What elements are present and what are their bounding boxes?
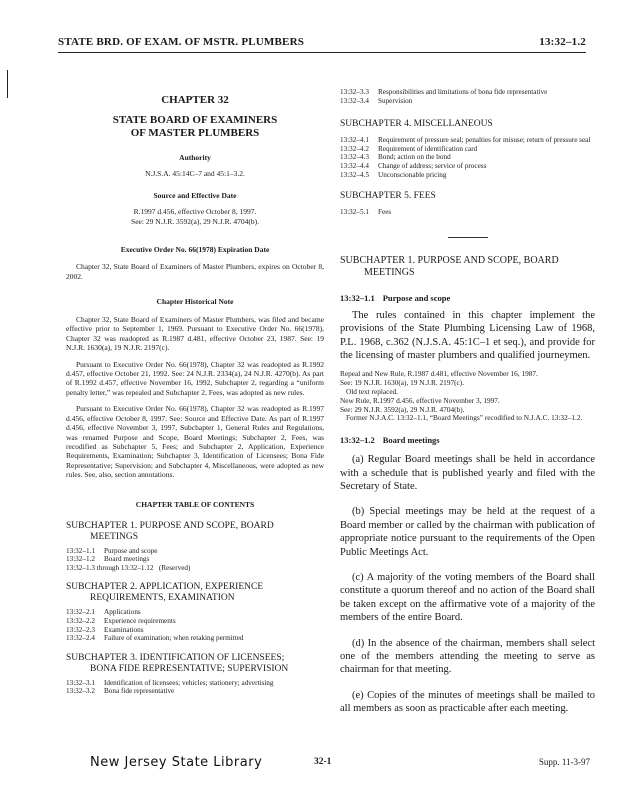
chapter-title-line2: OF MASTER PLUMBERS <box>130 127 260 139</box>
toc-entry-title: Fees <box>378 208 392 217</box>
toc-entry-title: Supervision <box>378 96 413 105</box>
history-note-line: Old text replaced. <box>346 386 399 396</box>
page-number: 32-1 <box>314 757 332 767</box>
toc-subchapter-3 <box>66 653 324 675</box>
history-note-line: Former N.J.A.C. 13:32–1.1, “Board Meetings” recodified to N.J.A.C. 13:32–1.2. <box>346 413 583 423</box>
toc-entry-number: 13:32–1.2 <box>66 555 95 564</box>
toc-entry-number: 13:32–4.3 <box>340 153 369 162</box>
toc-entry <box>340 97 595 106</box>
toc-entry-title: Requirement of pressure seal; penalties for misuse; return of pressure seal <box>378 136 591 145</box>
history-note-line: See: 29 N.J.R. 3592(a), 29 N.J.R. 4704(b). <box>340 404 465 414</box>
toc-subchapter-5: SUBCHAPTER 5. FEES <box>340 191 436 202</box>
section-1-2-c: (c) A majority of the voting members of the Board shall constitute a quorum thereof and no action of the Board shall be taken except on the affirmative vote of a majority of the members of the entire Board. <box>340 572 595 624</box>
toc-entry-title: Bond; action on the bond <box>378 153 451 162</box>
toc-entry <box>66 608 324 617</box>
section-1-2-a: (a) Regular Board meetings shall be held in accordance with a schedule that is published yearly and filed with the Secretary of State. <box>340 454 595 492</box>
toc-entry <box>66 564 324 573</box>
toc-subchapter-2-line2: REQUIREMENTS, EXAMINATION <box>90 593 235 604</box>
toc-entry-number: 13:32–1.3 through 13:32–1.12 <box>66 563 154 572</box>
header-title: STATE BRD. OF EXAM. OF MSTR. PLUMBERS <box>58 36 305 48</box>
section-1-2-heading <box>340 435 595 445</box>
source-line2: See: 29 N.J.R. 3592(a), 29 N.J.R. 4704(b). <box>131 216 259 226</box>
header-rule <box>58 52 586 53</box>
toc-entry-title: Identification of licensees; vehicles; stationery; advertising <box>104 678 274 687</box>
header-section: 13:32–1.2 <box>539 36 586 48</box>
section-title: Board meetings <box>382 435 440 446</box>
toc-entry-number: 13:32–1.1 <box>66 546 95 555</box>
source-line1: R.1997 d.456, effective October 8, 1997. <box>133 207 257 217</box>
chapter-title <box>66 114 324 140</box>
history-note-line: Repeal and New Rule, R.1987 d.481, effective November 16, 1987. <box>340 369 538 379</box>
section-title: Purpose and scope <box>382 292 451 303</box>
toc-entry <box>340 208 595 217</box>
toc-subchapter-1-list <box>66 547 324 573</box>
left-column <box>66 88 324 696</box>
toc-entry-number: 13:32–4.4 <box>340 161 369 170</box>
toc-entry <box>66 679 324 688</box>
expiration-label: Executive Order No. 66(1978) Expiration Date <box>120 245 270 255</box>
history-note-line: See: 19 N.J.R. 1630(a), 19 N.J.R. 2197(c). <box>340 378 465 388</box>
toc-entry <box>66 617 324 626</box>
toc-subchapter-2-list <box>66 608 324 642</box>
toc-entry-title: Examinations <box>104 625 144 634</box>
section-number: 13:32–1.2 <box>340 435 375 446</box>
toc-entry-title: Requirement of identification card <box>378 144 478 153</box>
toc-entry-number: 13:32–2.3 <box>66 625 95 634</box>
page-footer <box>90 757 590 773</box>
toc-subchapter-5-list <box>340 208 595 217</box>
toc-entry <box>340 88 595 97</box>
toc-subchapter-3-continued <box>340 88 595 105</box>
toc-entry <box>340 136 595 145</box>
subchapter-1-heading-line2: MEETINGS <box>364 266 415 278</box>
toc-entry-title: Purpose and scope <box>104 546 158 555</box>
source-label: Source and Effective Date <box>153 191 237 201</box>
running-header <box>58 36 586 48</box>
subchapter-1-heading <box>340 255 595 279</box>
toc-entry-title: Unconscionable pricing <box>378 170 447 179</box>
toc-subchapter-1-line2: MEETINGS <box>90 531 139 542</box>
history-label: Chapter Historical Note <box>156 297 234 307</box>
authority-text: N.J.S.A. 45:14C–7 and 45:1–3.2. <box>145 169 245 178</box>
toc-entry <box>340 162 595 171</box>
toc-entry <box>66 687 324 696</box>
supplement-date: Supp. 11-3-97 <box>538 757 590 767</box>
toc-entry-title: Responsibilities and limitations of bona fide representative <box>378 88 548 96</box>
section-number: 13:32–1.1 <box>340 292 375 303</box>
subchapter-1-heading-line1: SUBCHAPTER 1. PURPOSE AND SCOPE, BOARD <box>340 254 559 266</box>
toc-entry-number: 13:32–4.2 <box>340 144 369 153</box>
toc-entry-title: (Reserved) <box>158 563 191 572</box>
chapter-number: CHAPTER 32 <box>161 94 229 106</box>
toc-subchapter-2 <box>66 582 324 604</box>
section-1-2-d: (d) In the absence of the chairman, members shall select one of the members attending the meeting to serve as chairman for that meeting. <box>340 637 595 676</box>
toc-entry <box>340 145 595 154</box>
toc-entry <box>66 547 324 556</box>
toc-entry-title: Applications <box>104 608 141 617</box>
toc-entry-title: Board meetings <box>104 555 150 564</box>
chapter-title-line1: STATE BOARD OF EXAMINERS <box>112 114 278 126</box>
toc-entry-title: Bona fide representative <box>104 687 175 696</box>
toc-entry <box>66 555 324 564</box>
toc-entry-title: Change of address; service of process <box>378 161 487 170</box>
toc-label: CHAPTER TABLE OF CONTENTS <box>135 499 255 509</box>
toc-entry <box>340 171 595 180</box>
section-1-2-e: (e) Copies of the minutes of meetings shall be mailed to all members as soon as practicable after each meeting. <box>340 689 595 715</box>
toc-subchapter-1 <box>66 521 324 543</box>
history-paragraph-2: Pursuant to Executive Order No. 66(1978), Chapter 32 was readopted as R.1992 d.457, effective October 21, 1992. See: 24 N.J.R. 2334(a), 24 N.J.R. 4270(b). As part of R.1992 d.457, effective November 16, 1992, Subchapter 2, regarding a “uniform penalty letter,” was repealed and Subchapter 2, Fees, was adopted as new rules. <box>66 359 324 397</box>
toc-entry-title: Experience requirements <box>104 616 176 625</box>
toc-entry-number: 13:32–2.2 <box>66 616 95 625</box>
toc-entry <box>340 153 595 162</box>
toc-entry <box>66 634 324 643</box>
toc-subchapter-4-list <box>340 136 595 179</box>
section-1-2-b: (b) Special meetings may be held at the request of a Board member or called by the chairman with publication of appropriate notice pursuant to the requirements of the Open Public Meetings Act. <box>340 506 595 558</box>
toc-entry <box>66 626 324 635</box>
section-1-1-heading <box>340 293 595 303</box>
expiration-text: Chapter 32, State Board of Examiners of Master Plumbers, expires on October 8, 2002. <box>66 262 324 281</box>
toc-entry-number: 13:32–3.3 <box>340 88 369 96</box>
history-paragraph-3: Pursuant to Executive Order No. 66(1978), Chapter 32 was readopted as R.1997 d.456, effective October 8, 1997. See: Source and Effective Date. As part of R.1997 d.456, effective November 3, 1997, Subchapter 1, General Rules and Regulations, was renamed Purpose and Scope, Board Meetings; Subchapter 2, Fees, was recodified as Subchapter 5, Fees; and Subchapter 2, Application, Experience Requirements, Examination; Subchapter 3, Identification of Licensees; Bona Fide Representative; Supervision; and Subchapter 4, Miscellaneous, were adopted as new rules. See, also, section annotations. <box>66 404 324 480</box>
toc-entry-number: 13:32–2.4 <box>66 634 95 643</box>
toc-entry-number: 13:32–4.1 <box>340 136 369 145</box>
toc-subchapter-2-line1: SUBCHAPTER 2. APPLICATION, EXPERIENCE <box>66 582 264 593</box>
toc-subchapter-3-list <box>66 679 324 696</box>
toc-subchapter-3-line1: SUBCHAPTER 3. IDENTIFICATION OF LICENSEES; <box>66 652 285 663</box>
authority-label: Authority <box>179 153 211 162</box>
toc-entry-number: 13:32–5.1 <box>340 208 369 217</box>
section-1-1-history <box>340 370 595 423</box>
history-paragraph-1: Chapter 32, State Board of Examiners of Master Plumbers, was filed and became effective prior to September 1, 1969. Pursuant to Executive Order No. 66(1978), Chapter 32 was readopted as R.1987 d.481, effective October 23, 1987. See: 19 N.J.R. 1630(a), 19 N.J.R. 2197(c). <box>66 315 324 353</box>
toc-entry-number: 13:32–4.5 <box>340 170 369 179</box>
section-divider <box>448 237 488 238</box>
library-watermark: New Jersey State Library <box>90 755 263 770</box>
toc-entry-title: Failure of examination; when retaking permitted <box>104 634 244 643</box>
toc-entry-number: 13:32–2.1 <box>66 608 95 617</box>
toc-entry-number: 13:32–3.2 <box>66 687 95 696</box>
margin-mark <box>7 70 8 98</box>
toc-subchapter-3-line2: BONA FIDE REPRESENTATIVE; SUPERVISION <box>90 663 289 674</box>
toc-entry-number: 13:32–3.4 <box>340 96 369 105</box>
right-column <box>340 88 595 716</box>
toc-entry-number: 13:32–3.1 <box>66 678 95 687</box>
history-note-line: New Rule, R.1997 d.456, effective November 3, 1997. <box>340 395 500 405</box>
toc-subchapter-1-line1: SUBCHAPTER 1. PURPOSE AND SCOPE, BOARD <box>66 520 274 531</box>
toc-subchapter-4: SUBCHAPTER 4. MISCELLANEOUS <box>340 119 493 130</box>
section-1-1-text: The rules contained in this chapter implement the provisions of the State Plumbing Licensing Law of 1968, P.L. 1968, c.362 (N.J.S.A. 45:1C–1 et seq.), and provide for the licensing of master plumbers and qualified journeymen. <box>340 309 595 361</box>
